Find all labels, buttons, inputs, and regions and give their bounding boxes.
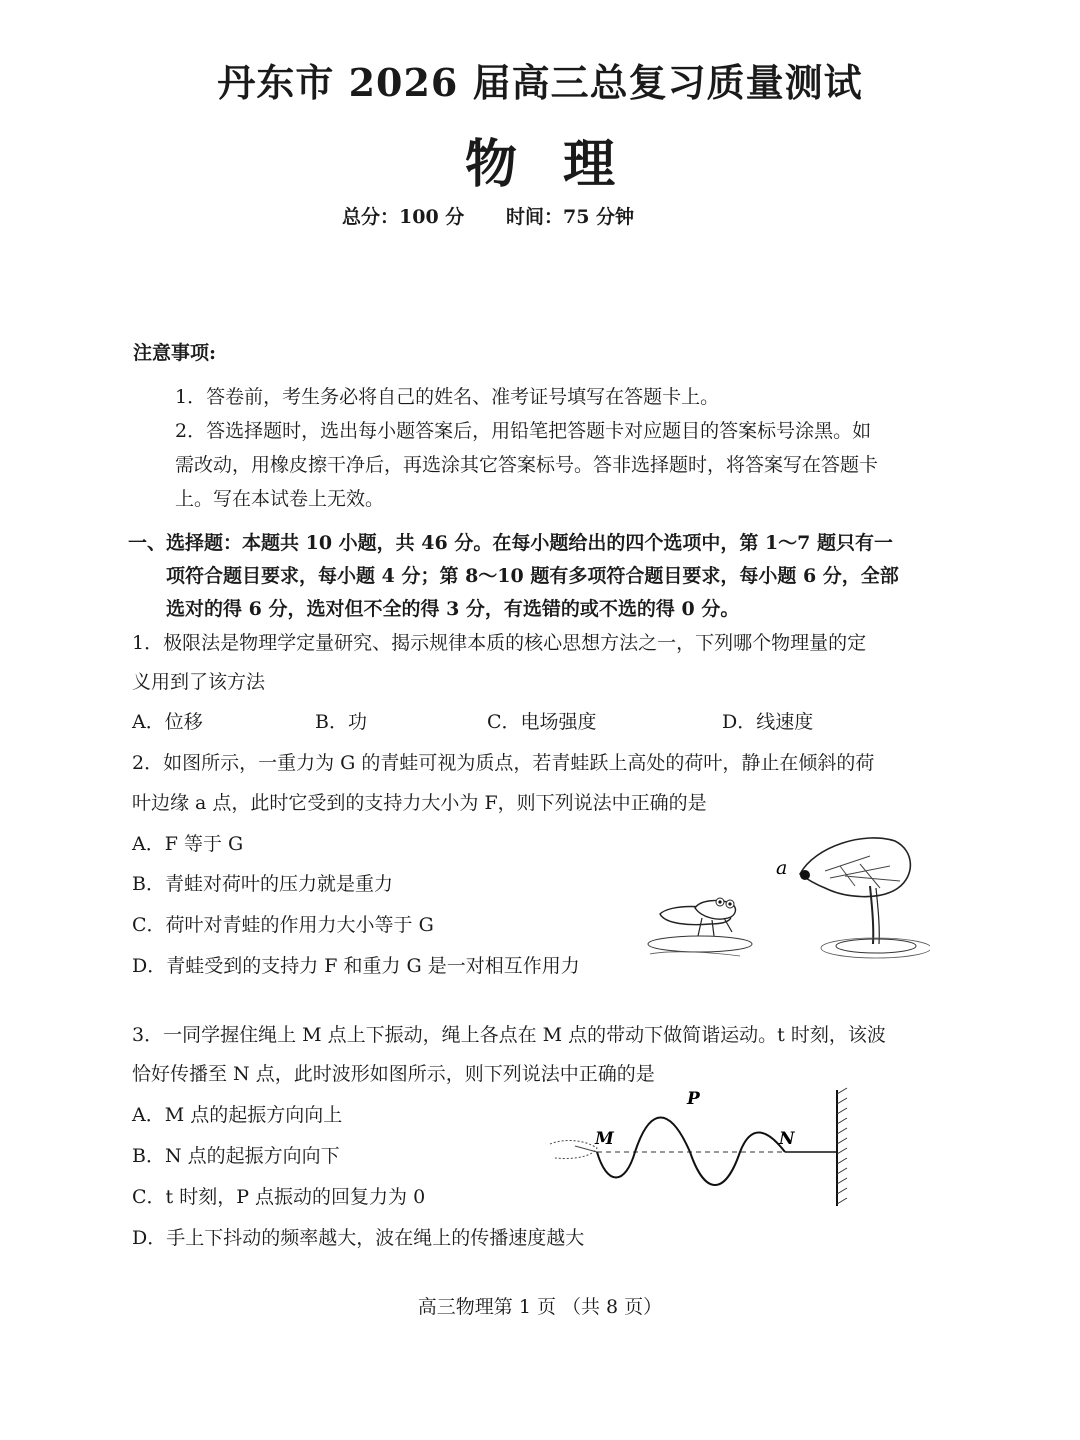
q1-stem: 义用到了该方法 — [132, 671, 266, 693]
q1-option-c: C．电场强度 — [487, 711, 597, 733]
rope-wave-figure — [545, 1086, 865, 1211]
section-instructions: 选对的得 6 分，选对但不全的得 3 分，有选错的或不选的得 0 分。 — [166, 598, 740, 620]
page-footer: 高三物理第 1 页 （共 8 页） — [417, 1296, 663, 1318]
section-instructions: 项符合题目要求，每小题 4 分；第 8～10 题有多项符合题目要求，每小题 6 分，全部 — [166, 565, 899, 587]
q1-option-a: A．位移 — [132, 711, 203, 733]
q2-option-a: A．F 等于 G — [132, 833, 244, 855]
q3-stem: 恰好传播至 N 点，此时波形如图所示，则下列说法中正确的是 — [132, 1063, 655, 1085]
total-score: 总分：100 分 — [342, 206, 465, 228]
section-instructions: 一、选择题：本题共 10 小题，共 46 分。在每小题给出的四个选项中，第 1～7 题只有一 — [128, 532, 894, 554]
q3-option-d: D．手上下抖动的频率越大，波在绳上的传播速度越大 — [132, 1227, 585, 1249]
q2-option-b: B．青蛙对荷叶的压力就是重力 — [132, 873, 393, 895]
q1-option-d: D．线速度 — [722, 711, 814, 733]
exam-title: 丹东市 2026 届高三总复习质量测试 — [217, 60, 863, 105]
q3-option-c: C．t 时刻，P 点振动的回复力为 0 — [132, 1186, 426, 1208]
q3-stem: 3．一同学握住绳上 M 点上下振动，绳上各点在 M 点的带动下做简谐运动。t 时刻，该波 — [132, 1024, 886, 1046]
q3-option-b: B．N 点的起振方向向下 — [132, 1145, 340, 1167]
note-line: 上。写在本试卷上无效。 — [175, 488, 385, 510]
q1-stem: 1．极限法是物理学定量研究、揭示规律本质的核心思想方法之一，下列哪个物理量的定 — [132, 632, 867, 654]
point-n-label: N — [779, 1129, 795, 1149]
q2-stem: 叶边缘 a 点，此时它受到的支持力大小为 F，则下列说法中正确的是 — [132, 792, 707, 814]
exam-time: 时间：75 分钟 — [506, 206, 635, 228]
point-p-label: P — [687, 1089, 700, 1109]
notes-heading: 注意事项: — [133, 342, 217, 364]
q3-option-a: A．M 点的起振方向向上 — [132, 1104, 343, 1126]
q2-option-d: D．青蛙受到的支持力 F 和重力 G 是一对相互作用力 — [132, 955, 580, 977]
subject-title: 物理 — [464, 134, 661, 195]
point-m-label: M — [595, 1129, 614, 1149]
q2-stem: 2．如图所示，一重力为 G 的青蛙可视为质点，若青蛙跃上高处的荷叶，静止在倾斜的荷 — [132, 752, 875, 774]
q1-option-b: B．功 — [315, 711, 367, 733]
note-line: 1．答卷前，考生务必将自己的姓名、准考证号填写在答题卡上。 — [175, 386, 720, 408]
q2-option-c: C．荷叶对青蛙的作用力大小等于 G — [132, 914, 434, 936]
point-a-label: a — [776, 857, 788, 879]
note-line: 2．答选择题时，选出每小题答案后，用铅笔把答题卡对应题目的答案标号涂黑。如 — [175, 420, 872, 442]
note-line: 需改动，用橡皮擦干净后，再选涂其它答案标号。答非选择题时，将答案写在答题卡 — [175, 454, 879, 476]
frog-lotus-figure — [640, 826, 930, 966]
frog-point — [800, 870, 810, 880]
